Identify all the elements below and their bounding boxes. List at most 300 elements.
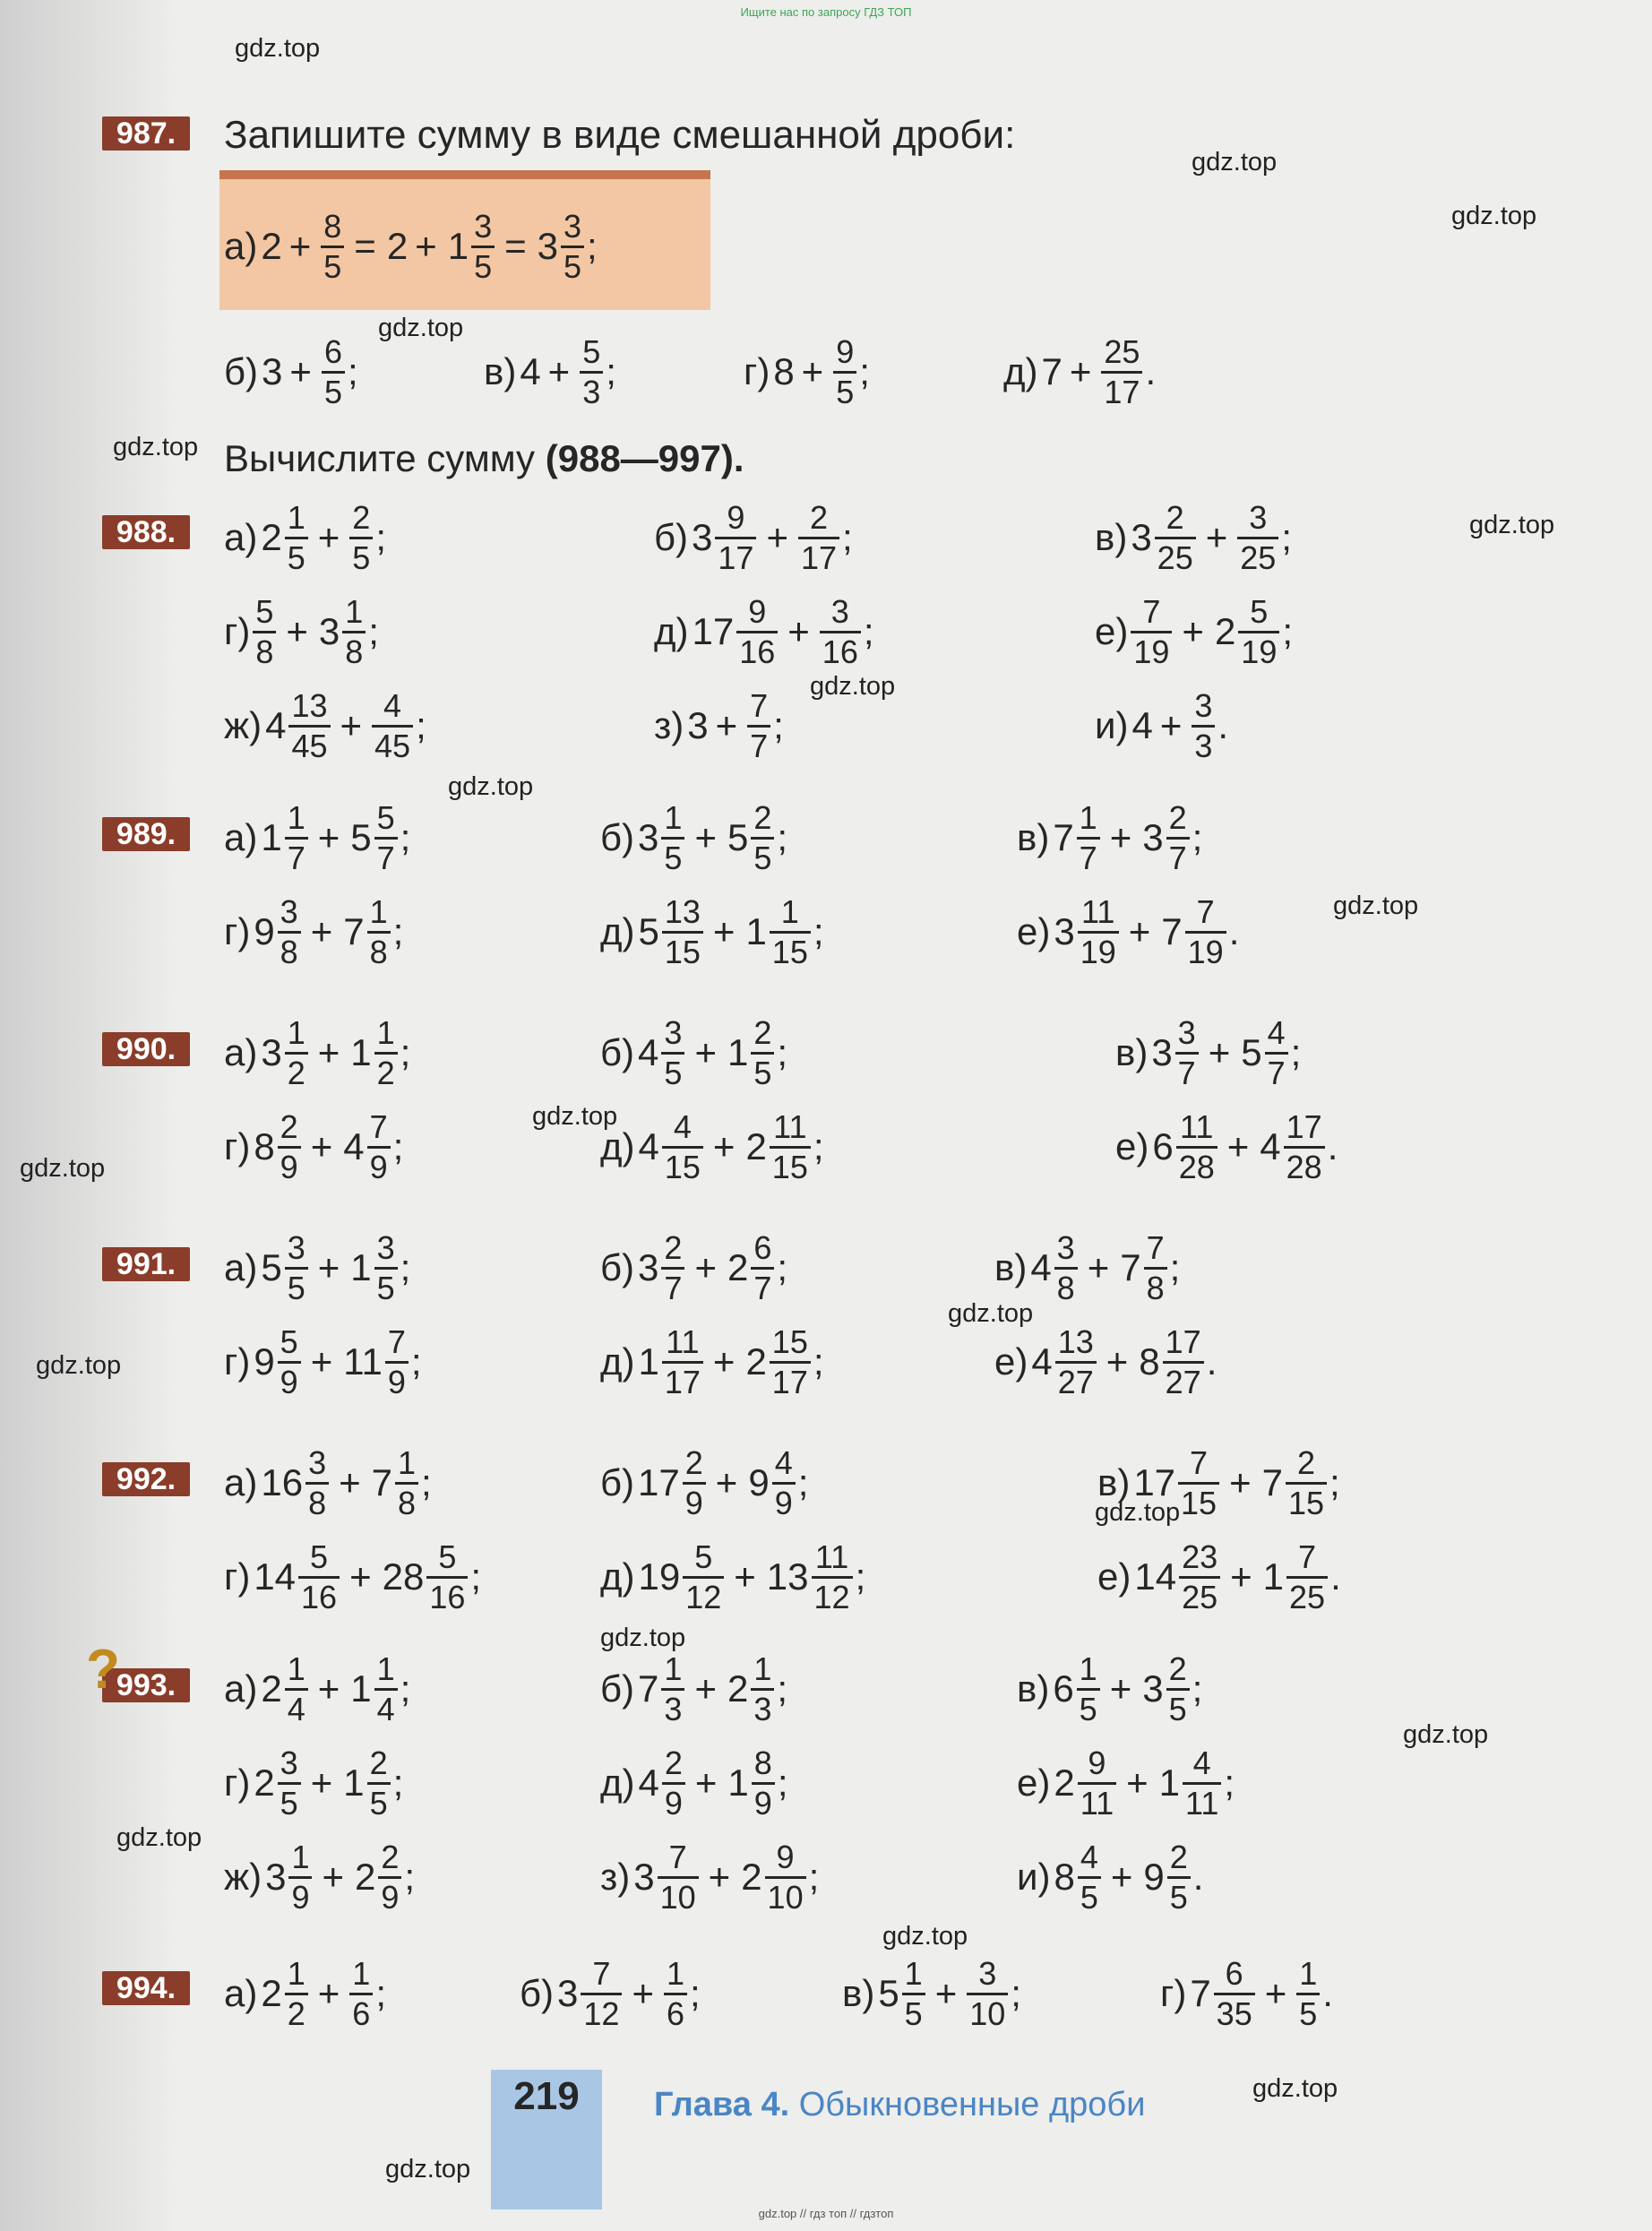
fraction (662, 1744, 685, 1822)
numerator: 7 (668, 1838, 687, 1875)
punctuation: ; (1281, 516, 1292, 558)
problem-number-badge: 987. (102, 116, 190, 151)
denominator: 17 (798, 537, 839, 577)
fraction (751, 1014, 774, 1092)
item-label: д) (600, 910, 635, 952)
whole-part: 1 (727, 1762, 749, 1804)
fraction (426, 1538, 468, 1616)
fraction (367, 893, 391, 971)
whole-part: 2 (1054, 1762, 1075, 1804)
watermark: gdz.top (235, 34, 321, 63)
fraction (1284, 1108, 1325, 1186)
item-label: в) (1017, 816, 1050, 858)
operator: + (694, 1667, 717, 1710)
punctuation: ; (859, 350, 870, 392)
operator: + (766, 516, 788, 558)
whole-part: 1 (261, 816, 282, 858)
whole-part: 5 (350, 816, 372, 858)
exercise-item (1160, 1944, 1333, 2043)
whole-part: 3 (557, 1972, 579, 2014)
denominator: 4 (285, 1688, 308, 1728)
denominator: 6 (349, 1993, 373, 2033)
section-intro (224, 437, 744, 480)
whole-part: 6 (1053, 1667, 1074, 1710)
whole-part: 7 (1120, 1246, 1141, 1288)
numerator: 1 (666, 1954, 685, 1992)
denominator: 9 (367, 1146, 391, 1186)
whole-part: 5 (727, 816, 749, 858)
denominator: 19 (1238, 631, 1279, 671)
denominator: 10 (658, 1876, 699, 1917)
denominator: 5 (1296, 1993, 1320, 2033)
denominator: 25 (1155, 537, 1196, 577)
operator: + (1205, 516, 1228, 558)
exercise-item (224, 1734, 403, 1832)
whole-part: 9 (1143, 1856, 1165, 1898)
punctuation: ; (470, 1555, 482, 1598)
watermark: gdz.top (1095, 1498, 1181, 1527)
exercise-item (1017, 883, 1239, 981)
exercise-item (1095, 488, 1292, 587)
operator: + (317, 816, 340, 858)
numerator: 1 (287, 798, 305, 836)
whole-part: 3 (1142, 1667, 1164, 1710)
whole-part: 17 (638, 1461, 680, 1503)
item-label: в) (484, 350, 517, 392)
operator: + (712, 1125, 736, 1167)
whole-part: 4 (1260, 1125, 1281, 1167)
punctuation: . (1192, 1856, 1204, 1898)
fraction (661, 1229, 684, 1307)
denominator: 45 (288, 725, 330, 765)
denominator: 19 (1131, 631, 1172, 671)
fraction (395, 1444, 418, 1522)
numerator: 5 (694, 1538, 713, 1575)
item-label: б) (600, 816, 635, 858)
denominator: 45 (372, 725, 413, 765)
operator: + (934, 1972, 958, 2014)
whole-part: 2 (254, 1762, 275, 1804)
numerator: 7 (1142, 592, 1161, 630)
denominator: 5 (561, 245, 584, 286)
punctuation: ; (855, 1555, 866, 1598)
numerator: 11 (814, 1538, 849, 1575)
fraction (285, 1229, 308, 1307)
punctuation: ; (375, 1972, 386, 2014)
fraction (321, 208, 344, 286)
operator: + (339, 1461, 361, 1503)
numerator: 9 (836, 332, 855, 370)
fraction (305, 1444, 329, 1522)
whole-part: 11 (343, 1340, 383, 1383)
numerator: 13 (1057, 1322, 1094, 1360)
whole-part: 16 (261, 1461, 304, 1503)
watermark: gdz.top (20, 1154, 106, 1183)
whole-part: 8 (1054, 1856, 1075, 1898)
numerator: 11 (1180, 1107, 1214, 1145)
numerator: 9 (748, 592, 767, 630)
fraction (285, 1955, 308, 2033)
denominator: 9 (288, 1876, 312, 1917)
item-label: г) (224, 1555, 251, 1598)
denominator: 10 (967, 1993, 1008, 2033)
fraction (1054, 1229, 1078, 1307)
numerator: 2 (369, 1744, 388, 1781)
whole-part: 7 (371, 1461, 392, 1503)
whole-part: 5 (1241, 1031, 1262, 1073)
item-label: д) (600, 1125, 635, 1167)
denominator: 7 (1166, 837, 1190, 877)
denominator: 5 (322, 371, 345, 411)
item-label: ж) (224, 704, 262, 746)
operator: + (1208, 1031, 1231, 1073)
section-intro-range: (988—997). (545, 437, 744, 479)
whole-part: 1 (447, 225, 469, 267)
punctuation: ; (404, 1856, 416, 1898)
exercise-item (224, 1098, 403, 1196)
item-label: в) (1115, 1031, 1149, 1073)
fraction (683, 1538, 724, 1616)
fraction (581, 1955, 622, 2033)
whole-part: 1 (343, 1762, 365, 1804)
operator: + (317, 1246, 340, 1288)
whole-part: 3 (1054, 910, 1075, 952)
item-label: а) (224, 1246, 258, 1288)
operator: = (354, 225, 376, 267)
operator: + (1229, 1461, 1252, 1503)
exercise-item (224, 582, 379, 681)
fraction (278, 1744, 301, 1822)
numerator: 13 (291, 686, 328, 724)
denominator: 8 (395, 1482, 418, 1522)
numerator: 5 (255, 592, 274, 630)
fraction (1144, 1229, 1167, 1307)
exercise-item (224, 1528, 481, 1626)
fraction (1286, 1538, 1328, 1616)
denominator: 5 (285, 1267, 308, 1307)
fraction (1055, 1323, 1097, 1401)
numerator: 1 (287, 1650, 305, 1687)
numerator: 6 (753, 1228, 772, 1266)
denominator: 9 (385, 1361, 409, 1401)
item-label: г) (224, 1125, 251, 1167)
punctuation: . (1228, 910, 1240, 952)
numerator: 7 (387, 1322, 406, 1360)
numerator: 3 (1056, 1228, 1075, 1266)
item-label: з) (600, 1856, 631, 1898)
fraction (285, 1014, 308, 1092)
item-label: в) (842, 1972, 875, 2014)
watermark: gdz.top (116, 1823, 202, 1852)
watermark: gdz.top (532, 1102, 618, 1131)
numerator: 1 (664, 798, 683, 836)
whole-part: 9 (748, 1461, 770, 1503)
exercise-item (600, 1004, 787, 1102)
fraction (1131, 593, 1172, 671)
exercise-item (600, 1098, 824, 1196)
fraction (770, 1323, 811, 1401)
operator: + (1126, 1762, 1149, 1804)
denominator: 5 (833, 371, 856, 411)
operator: + (694, 1246, 717, 1288)
fraction (1078, 893, 1119, 971)
fraction (1183, 1744, 1221, 1822)
denominator: 5 (278, 1782, 301, 1822)
whole-part: 1 (1262, 1555, 1285, 1598)
exercise-item (224, 1944, 386, 2043)
punctuation: ; (421, 1461, 432, 1503)
numerator: 25 (1104, 332, 1140, 370)
punctuation: ; (1192, 1667, 1203, 1710)
exercise-item (600, 1828, 819, 1926)
operator: + (734, 1555, 756, 1598)
denominator: 25 (1179, 1576, 1220, 1616)
denominator: 5 (1166, 1688, 1190, 1728)
denominator: 16 (820, 631, 861, 671)
punctuation: . (1327, 1125, 1338, 1167)
exercise-item (484, 323, 616, 421)
exercise-item (224, 1434, 432, 1532)
item-label: б) (600, 1246, 635, 1288)
item-label: г) (224, 910, 251, 952)
punctuation: ; (416, 704, 426, 746)
exercise-item (1017, 1640, 1202, 1738)
denominator: 27 (1163, 1361, 1204, 1401)
operator: + (286, 610, 308, 652)
punctuation: ; (777, 1031, 788, 1073)
punctuation: ; (813, 910, 824, 952)
operator: + (310, 1125, 333, 1167)
exercise-item (600, 883, 824, 981)
denominator: 27 (1055, 1361, 1097, 1401)
numerator: 4 (774, 1443, 793, 1481)
numerator: 3 (1249, 498, 1268, 536)
denominator: 5 (374, 1267, 398, 1307)
watermark: gdz.top (378, 314, 464, 342)
operator: + (349, 1555, 372, 1598)
exercise-item (1115, 1098, 1338, 1196)
numerator: 3 (1177, 1013, 1196, 1051)
punctuation: ; (1192, 816, 1203, 858)
item-label: а) (224, 1667, 258, 1710)
numerator: 2 (352, 498, 371, 536)
operator: + (310, 1762, 333, 1804)
whole-part: 2 (355, 1856, 376, 1898)
fraction (664, 1955, 687, 2033)
exercise-item (600, 1434, 808, 1532)
fraction (662, 1323, 703, 1401)
numerator: 1 (369, 892, 388, 930)
numerator: 2 (664, 1744, 683, 1781)
denominator: 8 (367, 931, 391, 971)
item-label: д) (600, 1555, 635, 1598)
fraction (751, 1650, 774, 1728)
denominator: 25 (1237, 537, 1278, 577)
denominator: 6 (664, 1993, 687, 2033)
numerator: 1 (904, 1954, 923, 1992)
whole-part: 1 (350, 1031, 372, 1073)
numerator: 1 (780, 892, 799, 930)
denominator: 7 (1077, 837, 1100, 877)
denominator: 8 (253, 631, 276, 671)
fraction (285, 799, 308, 877)
operator: + (340, 704, 363, 746)
denominator: 8 (1054, 1267, 1078, 1307)
operator: + (1226, 1125, 1250, 1167)
exercise-item (1003, 323, 1156, 421)
problem-number-badge: 993. (102, 1668, 190, 1702)
fraction (812, 1538, 853, 1616)
operator: + (317, 1972, 340, 2014)
example-highlight-bar (219, 170, 710, 179)
operator: + (632, 1972, 654, 2014)
exercise-item (600, 1528, 865, 1626)
fraction (288, 687, 330, 765)
whole-part: 3 (638, 1246, 659, 1288)
numerator: 3 (287, 1228, 305, 1266)
whole-part: 1 (745, 910, 767, 952)
fraction (902, 1955, 925, 2033)
whole-part: 2 (727, 1667, 749, 1710)
denominator: 3 (1192, 725, 1215, 765)
fraction (1077, 1650, 1100, 1728)
numerator: 1 (376, 1650, 395, 1687)
denominator: 4 (374, 1688, 398, 1728)
exercise-item (600, 788, 787, 887)
fraction (1179, 1538, 1220, 1616)
numerator: 2 (664, 1228, 683, 1266)
whole-part: 17 (1133, 1461, 1176, 1503)
numerator: 15 (771, 1322, 808, 1360)
item-label: е) (1017, 910, 1051, 952)
punctuation: ; (1282, 610, 1294, 652)
problem-number-badge: 988. (102, 515, 190, 549)
page-number: 219 (513, 2074, 580, 2118)
exercise-item (224, 1313, 422, 1411)
whole-part: 1 (350, 1246, 372, 1288)
fraction (661, 799, 684, 877)
punctuation: . (1206, 1340, 1217, 1383)
operator: + (322, 1856, 345, 1898)
fraction (1178, 1444, 1219, 1522)
punctuation: . (1217, 704, 1229, 746)
watermark: gdz.top (1333, 892, 1419, 920)
numerator: 1 (398, 1443, 417, 1481)
numerator: 3 (978, 1954, 997, 1992)
item-label: в) (1017, 1667, 1050, 1710)
watermark: gdz.top (948, 1299, 1034, 1328)
item-label: б) (654, 516, 689, 558)
operator: + (694, 1031, 717, 1073)
whole-part: 3 (261, 1031, 282, 1073)
punctuation: ; (400, 1667, 411, 1710)
whole-part: 7 (1161, 910, 1183, 952)
fraction (751, 799, 774, 877)
punctuation: ; (587, 225, 598, 267)
fraction (1296, 1955, 1320, 2033)
operator: + (694, 1762, 718, 1804)
exercise-item (654, 676, 784, 775)
fraction (772, 1444, 796, 1522)
fraction (683, 1444, 706, 1522)
punctuation: ; (813, 1340, 824, 1383)
item-label: з) (654, 704, 684, 746)
denominator: 19 (1078, 931, 1119, 971)
denominator: 9 (662, 1782, 685, 1822)
numerator: 1 (291, 1838, 310, 1875)
numerator: 7 (1298, 1538, 1317, 1575)
watermark: gdz.top (448, 772, 534, 801)
fraction (662, 1108, 703, 1186)
denominator: 12 (683, 1576, 724, 1616)
numerator: 4 (673, 1107, 692, 1145)
whole-part: 2 (261, 1667, 282, 1710)
item-label: а) (224, 1031, 258, 1073)
whole-part: 2 (261, 225, 282, 267)
fraction (1155, 499, 1196, 577)
item-label: г) (224, 1340, 251, 1383)
whole-part: 8 (1139, 1340, 1160, 1383)
fraction (342, 593, 366, 671)
numerator: 1 (664, 1650, 683, 1687)
whole-part: 3 (262, 350, 283, 392)
denominator: 16 (298, 1576, 340, 1616)
item-label: в) (1097, 1461, 1131, 1503)
fraction (278, 1108, 301, 1186)
operator: + (1230, 1555, 1252, 1598)
watermark: gdz.top (36, 1351, 122, 1380)
punctuation: ; (777, 1246, 788, 1288)
whole-part: 9 (254, 910, 275, 952)
numerator: 2 (753, 1013, 772, 1051)
whole-part: 2 (261, 1972, 282, 2014)
item-label: б) (600, 1031, 635, 1073)
denominator: 15 (770, 931, 811, 971)
numerator: 3 (308, 1443, 327, 1481)
fraction (278, 893, 301, 971)
whole-part: 1 (1158, 1762, 1180, 1804)
punctuation: ; (1224, 1762, 1235, 1804)
operator: + (310, 1340, 333, 1383)
numerator: 7 (750, 686, 769, 724)
watermark: gdz.top (1192, 148, 1278, 177)
fraction (833, 333, 856, 411)
numerator: 3 (664, 1013, 683, 1051)
item-label: д) (654, 610, 689, 652)
punctuation: ; (410, 1340, 422, 1383)
numerator: 5 (1250, 592, 1269, 630)
fraction (1166, 799, 1190, 877)
numerator: 8 (323, 207, 342, 245)
watermark: gdz.top (1403, 1720, 1489, 1749)
denominator: 7 (751, 1267, 774, 1307)
whole-part: 3 (318, 610, 340, 652)
exercise-item (1017, 1734, 1235, 1832)
punctuation: ; (1329, 1461, 1340, 1503)
fraction (658, 1839, 699, 1917)
item-label: е) (1095, 610, 1129, 652)
whole-part: 4 (343, 1125, 365, 1167)
punctuation: ; (797, 1461, 809, 1503)
whole-part: 1 (638, 1340, 659, 1383)
item-label: в) (994, 1246, 1028, 1288)
watermark: gdz.top (810, 672, 896, 701)
exercise-item (1017, 788, 1202, 887)
denominator: 15 (1286, 1482, 1327, 1522)
fraction (288, 1839, 312, 1917)
item-label: в) (1095, 516, 1128, 558)
exercise-item (224, 676, 426, 775)
